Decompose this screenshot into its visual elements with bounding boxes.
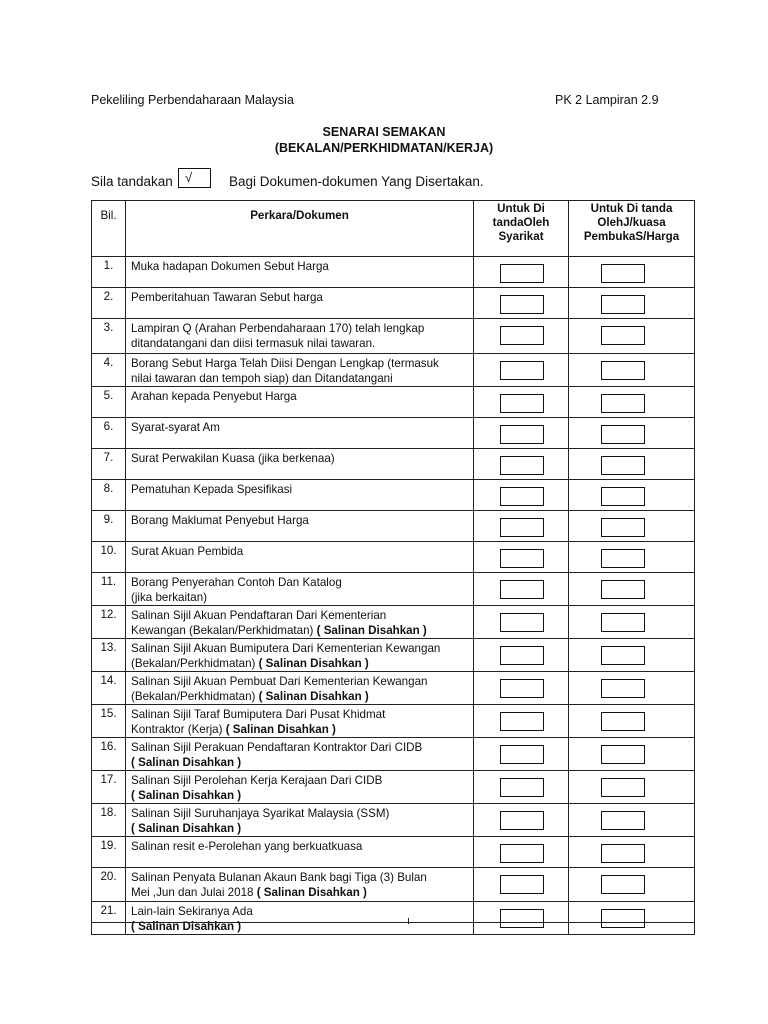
syarikat-checkbox[interactable] bbox=[500, 712, 544, 731]
syarikat-checkbox[interactable] bbox=[500, 487, 544, 506]
description-text: Salinan Sijil Perolehan Kerja Kerajaan Dari CIDB bbox=[131, 774, 383, 787]
pembuka-cell bbox=[569, 511, 695, 542]
row-description bbox=[126, 771, 474, 804]
description-text: (jika berkaitan) bbox=[131, 591, 208, 604]
table-row bbox=[92, 837, 695, 868]
pembuka-cell bbox=[569, 639, 695, 672]
col-header-bil: Bil. bbox=[92, 201, 126, 257]
row-description bbox=[126, 418, 474, 449]
pembuka-checkbox[interactable] bbox=[601, 361, 645, 380]
col-header-syarikat bbox=[474, 201, 569, 257]
table-row bbox=[92, 354, 695, 387]
syarikat-checkbox[interactable] bbox=[500, 580, 544, 599]
page-title: SENARAI SEMAKAN bbox=[322, 125, 446, 139]
row-number: 21. bbox=[92, 902, 126, 935]
certified-copy-label: ( Salinan Disahkan ) bbox=[131, 822, 242, 835]
table-row bbox=[92, 804, 695, 837]
description-text: Kontraktor (Kerja) bbox=[131, 723, 226, 736]
description-line bbox=[131, 321, 469, 336]
table-row bbox=[92, 639, 695, 672]
pembuka-cell bbox=[569, 771, 695, 804]
description-line bbox=[131, 740, 469, 755]
col-header-pembuka-line: OlehJ/kuasa bbox=[597, 216, 666, 229]
description-line bbox=[131, 513, 469, 528]
syarikat-cell bbox=[474, 354, 569, 387]
description-line bbox=[131, 371, 469, 386]
table-row bbox=[92, 738, 695, 771]
pembuka-checkbox[interactable] bbox=[601, 394, 645, 413]
pembuka-checkbox[interactable] bbox=[601, 613, 645, 632]
syarikat-cell bbox=[474, 902, 569, 935]
pembuka-checkbox[interactable] bbox=[601, 549, 645, 568]
pembuka-cell bbox=[569, 319, 695, 354]
pembuka-checkbox[interactable] bbox=[601, 295, 645, 314]
table-row bbox=[92, 868, 695, 902]
col-header-syarikat-line: tandaOleh bbox=[492, 216, 550, 229]
description-text: Salinan resit e-Perolehan yang berkuatkuasa bbox=[131, 840, 363, 853]
syarikat-cell bbox=[474, 288, 569, 319]
row-description bbox=[126, 639, 474, 672]
table-row bbox=[92, 257, 695, 288]
syarikat-cell bbox=[474, 705, 569, 738]
syarikat-checkbox[interactable] bbox=[500, 326, 544, 345]
syarikat-checkbox[interactable] bbox=[500, 518, 544, 537]
syarikat-cell bbox=[474, 511, 569, 542]
pembuka-cell bbox=[569, 672, 695, 705]
description-line bbox=[131, 885, 469, 900]
description-text: Salinan Sijil Akuan Pembuat Dari Kementerian Kewangan bbox=[131, 675, 428, 688]
pembuka-cell bbox=[569, 449, 695, 480]
row-number: 4. bbox=[92, 354, 126, 387]
syarikat-cell bbox=[474, 480, 569, 511]
syarikat-checkbox[interactable] bbox=[500, 295, 544, 314]
description-line bbox=[131, 870, 469, 885]
table-row bbox=[92, 672, 695, 705]
row-number: 17. bbox=[92, 771, 126, 804]
row-description bbox=[126, 387, 474, 418]
table-row bbox=[92, 480, 695, 511]
table-row bbox=[92, 288, 695, 319]
row-description bbox=[126, 705, 474, 738]
description-text: (Bekalan/Perkhidmatan) bbox=[131, 657, 259, 670]
syarikat-checkbox[interactable] bbox=[500, 361, 544, 380]
syarikat-checkbox[interactable] bbox=[500, 909, 544, 928]
syarikat-checkbox[interactable] bbox=[500, 549, 544, 568]
description-text: Muka hadapan Dokumen Sebut Harga bbox=[131, 260, 329, 273]
row-description bbox=[126, 868, 474, 902]
instruction-suffix: Bagi Dokumen-dokumen Yang Disertakan. bbox=[229, 174, 484, 189]
syarikat-cell bbox=[474, 257, 569, 288]
row-number: 5. bbox=[92, 387, 126, 418]
description-line bbox=[131, 608, 469, 623]
description-line bbox=[131, 689, 469, 704]
pembuka-cell bbox=[569, 804, 695, 837]
row-description bbox=[126, 606, 474, 639]
certified-copy-label: ( Salinan Disahkan ) bbox=[131, 920, 242, 933]
table-row bbox=[92, 771, 695, 804]
row-description bbox=[126, 902, 474, 935]
row-description bbox=[126, 837, 474, 868]
row-number: 8. bbox=[92, 480, 126, 511]
description-line bbox=[131, 755, 469, 770]
pembuka-checkbox[interactable] bbox=[601, 844, 645, 863]
row-description bbox=[126, 804, 474, 837]
syarikat-cell bbox=[474, 738, 569, 771]
pembuka-cell bbox=[569, 573, 695, 606]
pembuka-cell bbox=[569, 288, 695, 319]
description-line bbox=[131, 722, 469, 737]
pembuka-checkbox[interactable] bbox=[601, 679, 645, 698]
pembuka-checkbox[interactable] bbox=[601, 326, 645, 345]
checklist-table bbox=[91, 200, 695, 935]
syarikat-cell bbox=[474, 573, 569, 606]
pembuka-checkbox[interactable] bbox=[601, 518, 645, 537]
row-number: 20. bbox=[92, 868, 126, 902]
certified-copy-label: ( Salinan Disahkan ) bbox=[225, 723, 336, 736]
row-number: 3. bbox=[92, 319, 126, 354]
pembuka-checkbox[interactable] bbox=[601, 264, 645, 283]
table-row bbox=[92, 902, 695, 935]
description-text: (Bekalan/Perkhidmatan) bbox=[131, 690, 259, 703]
instruction-prefix: Sila tandakan bbox=[91, 174, 173, 189]
description-text: nilai tawaran dan tempoh siap) dan Ditandatangani bbox=[131, 372, 393, 385]
certified-copy-label: ( Salinan Disahkan ) bbox=[131, 789, 242, 802]
syarikat-cell bbox=[474, 449, 569, 480]
description-text: Surat Perwakilan Kuasa (jika berkenaa) bbox=[131, 452, 335, 465]
row-number: 19. bbox=[92, 837, 126, 868]
description-line bbox=[131, 904, 469, 919]
description-line bbox=[131, 389, 469, 404]
row-description bbox=[126, 542, 474, 573]
pembuka-cell bbox=[569, 868, 695, 902]
certified-copy-label: ( Salinan Disahkan ) bbox=[258, 657, 369, 670]
description-line bbox=[131, 788, 469, 803]
pembuka-checkbox[interactable] bbox=[601, 425, 645, 444]
pembuka-cell bbox=[569, 542, 695, 573]
row-number: 14. bbox=[92, 672, 126, 705]
description-text: Pematuhan Kepada Spesifikasi bbox=[131, 483, 293, 496]
description-line bbox=[131, 259, 469, 274]
description-line bbox=[131, 544, 469, 559]
row-description bbox=[126, 288, 474, 319]
syarikat-checkbox[interactable] bbox=[500, 456, 544, 475]
description-line bbox=[131, 707, 469, 722]
description-text: Salinan Sijil Akuan Pendaftaran Dari Kementerian bbox=[131, 609, 387, 622]
row-description bbox=[126, 573, 474, 606]
table-row bbox=[92, 319, 695, 354]
row-number: 2. bbox=[92, 288, 126, 319]
syarikat-checkbox[interactable] bbox=[500, 679, 544, 698]
row-number: 6. bbox=[92, 418, 126, 449]
description-text: Syarat-syarat Am bbox=[131, 421, 220, 434]
table-row bbox=[92, 449, 695, 480]
syarikat-cell bbox=[474, 542, 569, 573]
row-number: 9. bbox=[92, 511, 126, 542]
tick-sample-box: √ bbox=[178, 168, 211, 188]
row-number: 11. bbox=[92, 573, 126, 606]
syarikat-cell bbox=[474, 672, 569, 705]
syarikat-checkbox[interactable] bbox=[500, 394, 544, 413]
description-line bbox=[131, 451, 469, 466]
pembuka-cell bbox=[569, 480, 695, 511]
row-number: 13. bbox=[92, 639, 126, 672]
col-header-perkara: Perkara/Dokumen bbox=[126, 201, 474, 257]
row-number: 12. bbox=[92, 606, 126, 639]
description-line bbox=[131, 356, 469, 371]
description-text: Borang Maklumat Penyebut Harga bbox=[131, 514, 309, 527]
col-header-syarikat-line: Syarikat bbox=[498, 230, 544, 243]
col-header-syarikat-line: Untuk Di bbox=[497, 202, 545, 215]
page-subtitle: (BEKALAN/PERKHIDMATAN/KERJA) bbox=[274, 141, 494, 155]
row-description bbox=[126, 257, 474, 288]
description-text: Arahan kepada Penyebut Harga bbox=[131, 390, 297, 403]
syarikat-checkbox[interactable] bbox=[500, 745, 544, 764]
pembuka-checkbox[interactable] bbox=[601, 875, 645, 894]
pembuka-cell bbox=[569, 705, 695, 738]
row-description bbox=[126, 672, 474, 705]
row-description bbox=[126, 511, 474, 542]
col-header-pembuka bbox=[569, 201, 695, 257]
description-text: Kewangan (Bekalan/Perkhidmatan) bbox=[131, 624, 317, 637]
description-line bbox=[131, 656, 469, 671]
syarikat-cell bbox=[474, 804, 569, 837]
description-text: Salinan Sijil Suruhanjaya Syarikat Malaysia (SSM) bbox=[131, 807, 390, 820]
description-line bbox=[131, 623, 469, 638]
row-description bbox=[126, 319, 474, 354]
description-line bbox=[131, 674, 469, 689]
syarikat-checkbox[interactable] bbox=[500, 425, 544, 444]
description-text: Salinan Penyata Bulanan Akaun Bank bagi Tiga (3) Bulan bbox=[131, 871, 427, 884]
row-number: 18. bbox=[92, 804, 126, 837]
row-number: 1. bbox=[92, 257, 126, 288]
pembuka-checkbox[interactable] bbox=[601, 909, 645, 928]
description-line bbox=[131, 420, 469, 435]
col-header-pembuka-line: PembukaS/Harga bbox=[583, 230, 680, 243]
row-number: 7. bbox=[92, 449, 126, 480]
col-header-pembuka-line: Untuk Di tanda bbox=[590, 202, 673, 215]
pembuka-cell bbox=[569, 606, 695, 639]
pembuka-checkbox[interactable] bbox=[601, 811, 645, 830]
syarikat-cell bbox=[474, 868, 569, 902]
description-line bbox=[131, 806, 469, 821]
row-description bbox=[126, 449, 474, 480]
pembuka-cell bbox=[569, 418, 695, 449]
row-number: 15. bbox=[92, 705, 126, 738]
syarikat-checkbox[interactable] bbox=[500, 778, 544, 797]
description-text: Mei ,Jun dan Julai 2018 bbox=[131, 886, 257, 899]
row-number: 16. bbox=[92, 738, 126, 771]
pembuka-checkbox[interactable] bbox=[601, 580, 645, 599]
description-line bbox=[131, 839, 469, 854]
table-row bbox=[92, 542, 695, 573]
syarikat-cell bbox=[474, 606, 569, 639]
pembuka-cell bbox=[569, 837, 695, 868]
table-row bbox=[92, 387, 695, 418]
description-text: Lampiran Q (Arahan Perbendaharaan 170) telah lengkap bbox=[131, 322, 425, 335]
syarikat-checkbox[interactable] bbox=[500, 844, 544, 863]
table-bottom-tick bbox=[408, 918, 409, 924]
pembuka-cell bbox=[569, 257, 695, 288]
certified-copy-label: ( Salinan Disahkan ) bbox=[316, 624, 427, 637]
description-line bbox=[131, 590, 469, 605]
pembuka-checkbox[interactable] bbox=[601, 778, 645, 797]
pembuka-checkbox[interactable] bbox=[601, 646, 645, 665]
pembuka-cell bbox=[569, 354, 695, 387]
table-header-row bbox=[92, 201, 695, 257]
pembuka-checkbox[interactable] bbox=[601, 487, 645, 506]
table-row bbox=[92, 511, 695, 542]
description-text: Pemberitahuan Tawaran Sebut harga bbox=[131, 291, 323, 304]
row-description bbox=[126, 738, 474, 771]
description-text: ditandatangani dan diisi termasuk nilai tawaran. bbox=[131, 337, 376, 350]
description-line bbox=[131, 575, 469, 590]
syarikat-checkbox[interactable] bbox=[500, 613, 544, 632]
certified-copy-label: ( Salinan Disahkan ) bbox=[131, 756, 242, 769]
description-text: Borang Sebut Harga Telah Diisi Dengan Lengkap (termasuk bbox=[131, 357, 439, 370]
syarikat-cell bbox=[474, 387, 569, 418]
certified-copy-label: ( Salinan Disahkan ) bbox=[256, 886, 367, 899]
description-line bbox=[131, 336, 469, 351]
syarikat-checkbox[interactable] bbox=[500, 811, 544, 830]
description-line bbox=[131, 641, 469, 656]
syarikat-cell bbox=[474, 319, 569, 354]
row-description bbox=[126, 354, 474, 387]
description-line bbox=[131, 821, 469, 836]
pembuka-checkbox[interactable] bbox=[601, 456, 645, 475]
description-text: Salinan Sijil Perakuan Pendaftaran Kontraktor Dari CIDB bbox=[131, 741, 423, 754]
table-row bbox=[92, 705, 695, 738]
description-line bbox=[131, 482, 469, 497]
description-line bbox=[131, 773, 469, 788]
syarikat-checkbox[interactable] bbox=[500, 264, 544, 283]
pembuka-checkbox[interactable] bbox=[601, 712, 645, 731]
certified-copy-label: ( Salinan Disahkan ) bbox=[258, 690, 369, 703]
description-text: Borang Penyerahan Contoh Dan Katalog bbox=[131, 576, 342, 589]
syarikat-cell bbox=[474, 837, 569, 868]
table-row bbox=[92, 573, 695, 606]
table-row bbox=[92, 606, 695, 639]
syarikat-cell bbox=[474, 418, 569, 449]
pembuka-cell bbox=[569, 387, 695, 418]
syarikat-cell bbox=[474, 639, 569, 672]
table-bottom-rule bbox=[91, 922, 694, 923]
description-text: Salinan Sijil Taraf Bumiputera Dari Pusat Khidmat bbox=[131, 708, 386, 721]
header-circular-name: Pekeliling Perbendaharaan Malaysia bbox=[91, 93, 294, 107]
header-reference: PK 2 Lampiran 2.9 bbox=[555, 93, 659, 107]
description-text: Surat Akuan Pembida bbox=[131, 545, 244, 558]
row-number: 10. bbox=[92, 542, 126, 573]
row-description bbox=[126, 480, 474, 511]
syarikat-cell bbox=[474, 771, 569, 804]
pembuka-cell bbox=[569, 902, 695, 935]
description-text: Salinan Sijil Akuan Bumiputera Dari Kementerian Kewangan bbox=[131, 642, 441, 655]
description-text: Lain-lain Sekiranya Ada bbox=[131, 905, 253, 918]
syarikat-checkbox[interactable] bbox=[500, 646, 544, 665]
syarikat-checkbox[interactable] bbox=[500, 875, 544, 894]
pembuka-checkbox[interactable] bbox=[601, 745, 645, 764]
description-line bbox=[131, 290, 469, 305]
table-row bbox=[92, 418, 695, 449]
pembuka-cell bbox=[569, 738, 695, 771]
